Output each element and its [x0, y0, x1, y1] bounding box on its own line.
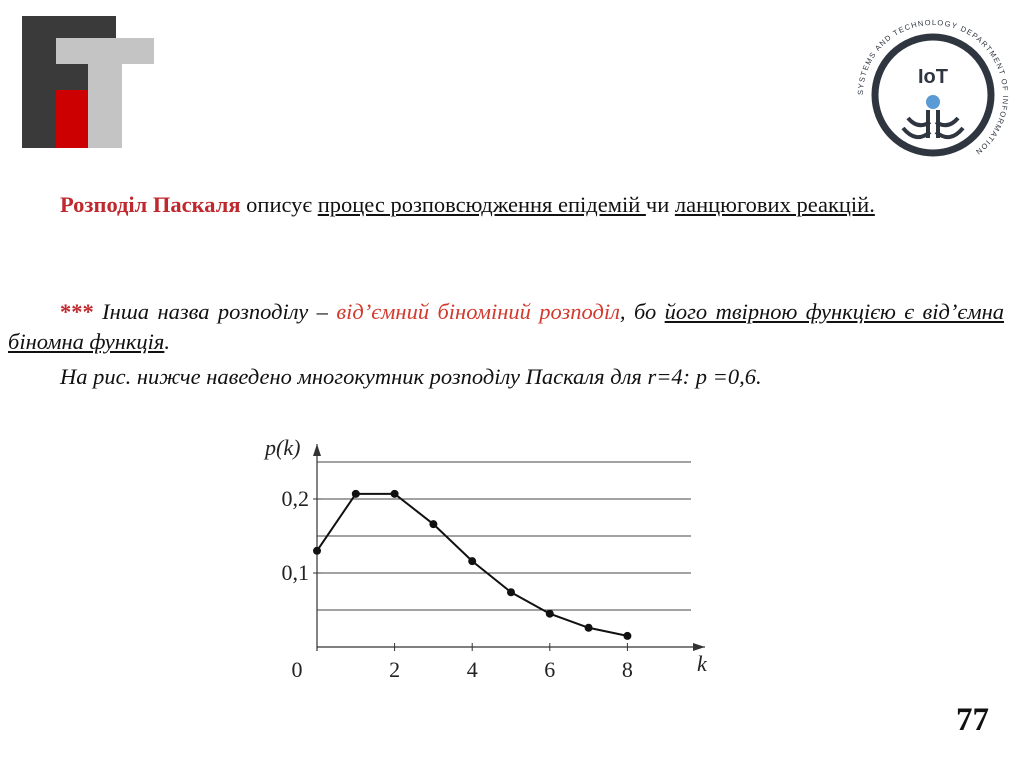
y-tick-label-0.2: 0,2 [281, 486, 309, 511]
term-pascal-distribution: Розподіл Паскаля [60, 192, 241, 217]
y-axis-label: p(k) [265, 435, 301, 460]
iot-department-seal-icon [848, 10, 1018, 180]
ft-logo-icon [18, 12, 158, 152]
p2-text3: . [164, 329, 171, 354]
data-point-k8 [623, 632, 631, 640]
x-tick-label-4: 4 [466, 657, 478, 682]
p2-text2: , бо [619, 299, 665, 324]
x-axis-arrow [693, 643, 705, 651]
seal-ring-text: SYSTEMS AND TECHNOLOGY DEPARTMENT OF INFORMATION [855, 17, 1011, 157]
data-point-k5 [507, 588, 515, 596]
link-chain-reactions[interactable]: ланцюгових реакцій. [674, 192, 875, 217]
data-point-k1 [352, 490, 360, 498]
x-tick-label-2: 2 [389, 657, 401, 682]
pascal-distribution-chart [255, 425, 735, 690]
x-axis-label: k [697, 651, 707, 676]
p1-text1: описує [240, 192, 318, 217]
p1-text2: чи [645, 192, 675, 217]
paragraph-pascal-description [8, 190, 1004, 220]
y-axis-arrow [313, 444, 321, 456]
p2-text1: Інша назва розподілу – [93, 299, 337, 324]
data-point-k6 [546, 610, 554, 618]
x-tick-label-0: 0 [291, 657, 303, 682]
y-tick-label-0.1: 0,1 [281, 560, 309, 585]
data-point-k2 [391, 490, 399, 498]
x-tick-label-8: 8 [621, 657, 633, 682]
data-point-k7 [585, 624, 593, 632]
link-generating-function[interactable]: його твірною функцією є від’ємна біномна функція [8, 299, 1004, 354]
data-point-k4 [468, 557, 476, 565]
data-point-k0 [313, 547, 321, 555]
paragraph-figure-caption: На рис. нижче наведено многокутник розподілу Паскаля для r=4: p =0,6. [60, 364, 762, 389]
page-number: 77 [956, 702, 989, 738]
paragraph-alternative-name [8, 297, 1004, 357]
link-epidemic-process[interactable]: процес розповсюдження епідемій [317, 192, 646, 217]
x-tick-label-6: 6 [544, 657, 556, 682]
term-negative-binomial: від’ємний біноміний розподіл [336, 299, 620, 324]
stars-marker: *** [60, 299, 94, 324]
seal-iot-text: IoT [918, 66, 948, 88]
data-point-k3 [429, 520, 437, 528]
